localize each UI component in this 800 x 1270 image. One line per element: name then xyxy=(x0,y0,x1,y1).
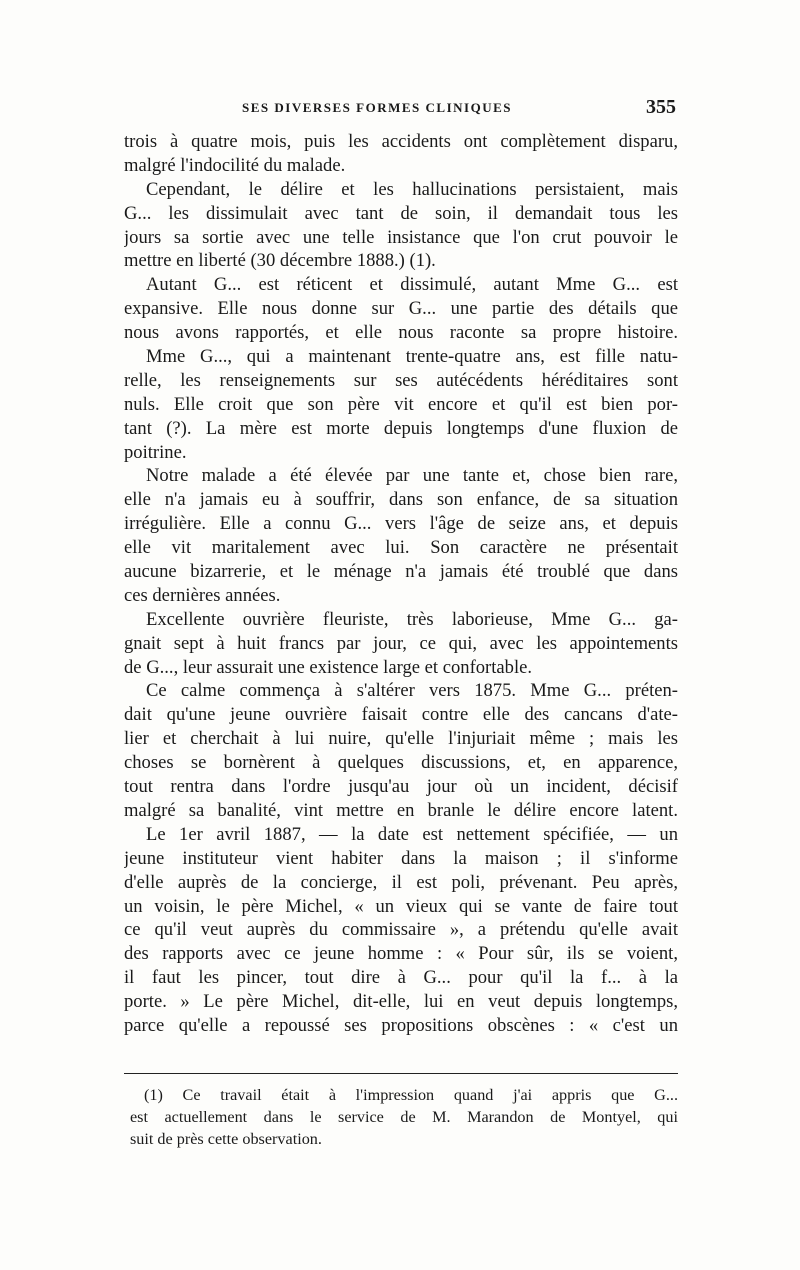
text-line: choses se bornèrent à quelques discussions, et, en apparence, xyxy=(124,752,678,774)
text-line: nuls. Elle croit que son père vit encore et qu'il est bien por- xyxy=(124,393,678,415)
footnote-rule xyxy=(124,1073,678,1074)
text-line: lier et cherchait à lui nuire, qu'elle l'injuriait même ; mais les xyxy=(124,728,678,750)
text-line: parce qu'elle a repoussé ses propositions obscènes : « c'est un xyxy=(124,1014,678,1036)
page-number: 355 xyxy=(646,96,676,118)
text-line: expansive. Elle nous donne sur G... une partie des détails que xyxy=(124,298,678,320)
text-line: relle, les renseignements sur ses autécédents héréditaires sont xyxy=(124,369,678,391)
text-line: Ce calme commença à s'altérer vers 1875. Mme G... préten- xyxy=(146,680,678,702)
text-line: jeune instituteur vient habiter dans la maison ; il s'informe xyxy=(124,847,678,869)
text-line: Notre malade a été élevée par une tante et, chose bien rare, xyxy=(146,465,678,487)
text-line: malgré sa banalité, vint mettre en branle le délire encore latent. xyxy=(124,799,678,821)
text-line: G... les dissimulait avec tant de soin, il demandait tous les xyxy=(124,202,678,224)
text-line: aucune bizarrerie, et le ménage n'a jamais été troublé que dans xyxy=(124,561,678,583)
text-line: Cependant, le délire et les hallucinations persistaient, mais xyxy=(146,178,678,200)
footnote-line: est actuellement dans le service de M. Marandon de Montyel, qui xyxy=(130,1108,678,1126)
text-line: Excellente ouvrière fleuriste, très laborieuse, Mme G... ga- xyxy=(146,608,678,630)
text-line: trois à quatre mois, puis les accidents ont complètement disparu, xyxy=(124,131,678,152)
text-line: Autant G... est réticent et dissimulé, autant Mme G... est xyxy=(146,274,678,296)
text-line: Mme G..., qui a maintenant trente-quatre ans, est fille natu- xyxy=(146,346,678,368)
text-line: gnait sept à huit francs par jour, ce qui, avec les appointements xyxy=(124,632,678,654)
text-line: il faut les pincer, tout dire à G... pour qu'il la f... à la xyxy=(124,967,678,989)
text-line: un voisin, le père Michel, « un vieux qui se vante de faire tout xyxy=(124,895,678,917)
text-line: tout rentra dans l'ordre jusqu'au jour où un incident, décisif xyxy=(124,776,678,798)
text-line: ce qu'il veut auprès du commissaire », a prétendu qu'elle avait xyxy=(124,919,678,941)
body-text xyxy=(124,130,678,1038)
text-line: elle vit maritalement avec lui. Son caractère ne présentait xyxy=(124,537,678,559)
text-line: elle n'a jamais eu à souffrir, dans son enfance, de sa situation xyxy=(124,489,678,511)
footnote xyxy=(130,1084,678,1150)
text-line: irrégulière. Elle a connu G... vers l'âge de seize ans, et depuis xyxy=(124,513,678,535)
running-head: SES DIVERSES FORMES CLINIQUES xyxy=(242,100,512,115)
text-line: dait qu'une jeune ouvrière faisait contre elle des cancans d'ate- xyxy=(124,704,678,726)
footnote-line: (1) Ce travail était à l'impression quand j'ai appris que G... xyxy=(144,1086,678,1104)
text-line: nous avons rapportés, et elle nous raconte sa propre histoire. xyxy=(124,322,678,344)
text-line: tant (?). La mère est morte depuis longtemps d'une fluxion de xyxy=(124,417,678,439)
text-line: jours sa sortie avec une telle insistance que l'on crut pouvoir le xyxy=(124,226,678,248)
text-line: porte. » Le père Michel, dit-elle, lui en veut depuis longtemps, xyxy=(124,991,678,1013)
text-line: Le 1er avril 1887, — la date est nettement spécifiée, — un xyxy=(146,823,678,845)
text-line: d'elle auprès de la concierge, il est poli, prévenant. Peu après, xyxy=(124,871,678,893)
text-line: mettre en liberté (30 décembre 1888.) (1). xyxy=(124,250,436,272)
text-line: des rapports avec ce jeune homme : « Pour sûr, ils se voient, xyxy=(124,943,678,965)
text-line: ces dernières années. xyxy=(124,584,281,606)
footnote-line: suit de près cette observation. xyxy=(130,1130,322,1148)
text-line: malgré l'indocilité du malade. xyxy=(124,154,346,176)
text-line: poitrine. xyxy=(124,441,187,463)
text-line: de G..., leur assurait une existence large et confortable. xyxy=(124,656,533,678)
page-header xyxy=(124,96,676,126)
